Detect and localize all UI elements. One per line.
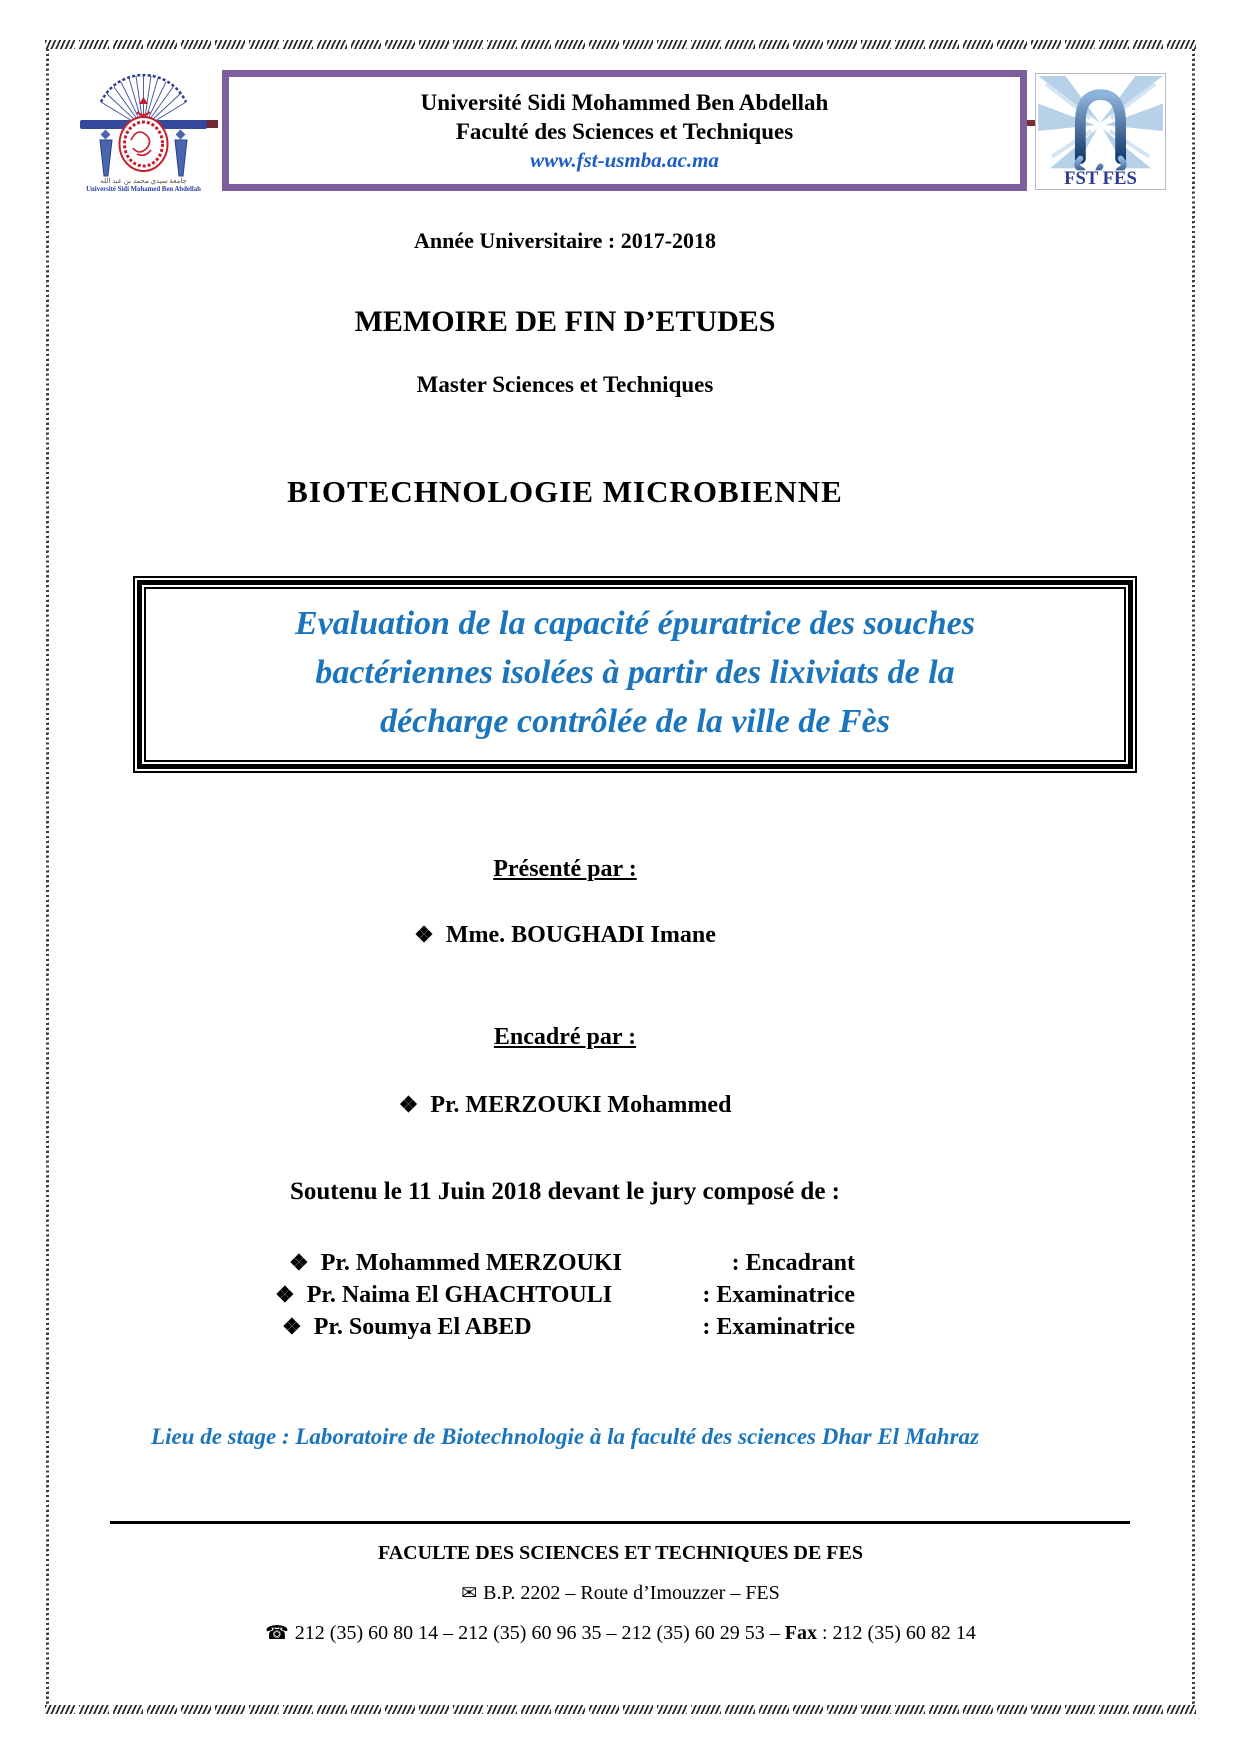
supervised-by-heading: Encadré par :	[493, 1024, 637, 1050]
university-logo-caption: Université Sidi Mohamed Ben Abdellah	[86, 186, 201, 192]
body-column	[110, 228, 1020, 510]
master-heading: Master Sciences et Techniques	[416, 372, 714, 397]
people-column	[110, 855, 1020, 1451]
fst-fes-logo	[1035, 73, 1166, 190]
jury-row	[275, 1247, 855, 1279]
student-name-line	[110, 921, 1020, 949]
decorative-border-right	[1192, 49, 1195, 1705]
diamond-bullet-icon: ❖	[398, 1092, 419, 1117]
university-logo	[71, 70, 216, 192]
header-banner	[222, 70, 1027, 191]
mail-icon: ✉	[461, 1583, 478, 1604]
header	[71, 70, 1180, 195]
thesis-title-box-middle-border	[137, 580, 1133, 769]
faculty-name: Faculté des Sciences et Techniques	[455, 119, 794, 144]
memoire-heading: MEMOIRE DE FIN D’ETUDES	[354, 305, 776, 338]
thesis-title-line-3: décharge contrôlée de la ville de Fès	[380, 703, 890, 740]
thesis-title-box-inner	[144, 587, 1126, 762]
jury-member-role: : Examinatrice	[702, 1282, 855, 1308]
thesis-title-box	[133, 576, 1137, 773]
phone-icon: ☎	[265, 1623, 289, 1644]
jury-member-role: : Encadrant	[731, 1250, 855, 1276]
diamond-bullet-icon: ❖	[275, 1282, 295, 1307]
footer-fax-number: : 212 (35) 60 82 14	[816, 1622, 976, 1644]
decorative-border-bottom	[45, 1705, 1196, 1714]
thesis-title-line-1: Evaluation de la capacité épuratrice des souches	[295, 605, 975, 642]
defense-intro: Soutenu le 11 Juin 2018 devant le jury composé de :	[289, 1178, 841, 1205]
academic-year: Année Universitaire : 2017-2018	[413, 228, 717, 253]
supervisor-name-line	[110, 1091, 1020, 1119]
page-content	[49, 48, 1192, 1646]
footer-address-line	[49, 1581, 1192, 1606]
jury-member-name: ❖ Pr. Soumya El ABED	[282, 1314, 532, 1340]
jury-row	[275, 1311, 855, 1343]
thesis-title-line-2: bactériennes isolées à partir des lixiviats de la	[315, 654, 955, 691]
jury-list	[275, 1247, 855, 1343]
footer-phone-line	[49, 1621, 1192, 1646]
footer-divider	[110, 1521, 1130, 1524]
fst-fes-logo-label: FST FES	[1064, 168, 1137, 190]
jury-member-name: ❖ Pr. Mohammed MERZOUKI	[289, 1250, 622, 1276]
jury-row	[275, 1279, 855, 1311]
footer-address: B.P. 2202 – Route d’Imouzzer – FES	[483, 1582, 780, 1604]
diamond-bullet-icon: ❖	[289, 1250, 309, 1275]
jury-member-name: ❖ Pr. Naima El GHACHTOULI	[275, 1282, 613, 1308]
university-name: Université Sidi Mohammed Ben Abdellah	[420, 90, 829, 115]
jury-member-role: : Examinatrice	[702, 1314, 855, 1340]
diamond-bullet-icon: ❖	[414, 922, 434, 947]
footer-fax-label: Fax	[784, 1622, 817, 1644]
specialty-heading: BIOTECHNOLOGIE MICROBIENNE	[287, 474, 843, 509]
internship-location: Lieu de stage : Laboratoire de Biotechnologie à la faculté des sciences Dhar El Mahraz	[151, 1424, 979, 1449]
diamond-bullet-icon: ❖	[282, 1314, 302, 1339]
presented-by-heading: Présenté par :	[493, 856, 637, 882]
website-url: www.fst-usmba.ac.ma	[530, 148, 719, 172]
supervisor-name: Pr. MERZOUKI Mohammed	[430, 1092, 732, 1118]
footer	[49, 1541, 1192, 1646]
university-logo-arabic-caption: جامعة سيدي محمد بن عبد الله	[100, 177, 187, 185]
student-name: Mme. BOUGHADI Imane	[445, 922, 716, 948]
footer-phones: 212 (35) 60 80 14 – 212 (35) 60 96 35 – 212 (35) 60 29 53 –	[294, 1622, 785, 1644]
footer-faculty-name: FACULTE DES SCIENCES ET TECHNIQUES DE FES	[378, 1542, 863, 1564]
